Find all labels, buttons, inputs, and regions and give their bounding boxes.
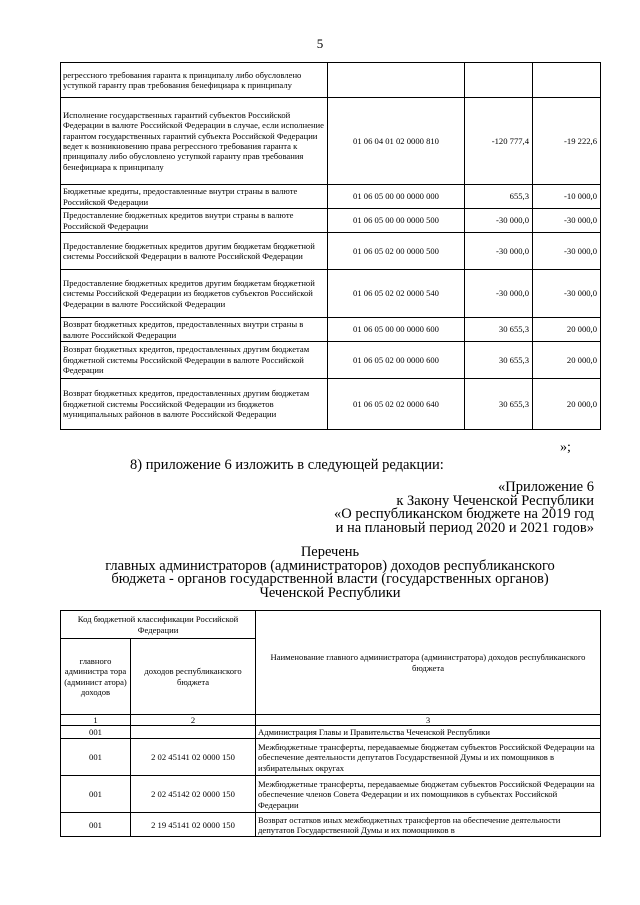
table-row (61, 63, 601, 98)
header-income-code: доходов республиканского бюджета (131, 639, 256, 715)
row-value-1: 30 655,3 (465, 318, 533, 342)
column-number-row (61, 715, 601, 726)
row-name: Исполнение государственных гарантий субъектов Российской Федерации в валюте Российской Федерации в случае, если исполнение гарантом государственных гарантий субъекта Российской Федерации ведет к возникновению права регрессного требования гаранта к принципалу либо обусловлено уступкой гаранту прав требования бенефициара к принципалу (61, 98, 328, 185)
closing-quote-mark: »; (560, 440, 571, 455)
table-row (61, 813, 601, 837)
administrator-name: Возврат остатков иных межбюджетных трансфертов на обеспечение деятельности депутатов Государственной Думы и их помощников в (256, 813, 601, 837)
table-row (61, 739, 601, 776)
row-value-1: -30 000,0 (465, 209, 533, 233)
row-value-2: -30 000,0 (533, 233, 601, 270)
row-name: Предоставление бюджетных кредитов другим бюджетам бюджетной системы Российской Федерации из бюджетов субъектов Российской Федерации в валюте Российской Федерации (61, 270, 328, 318)
row-code: 01 06 04 01 02 0000 810 (328, 98, 465, 185)
table-row (61, 233, 601, 270)
income-code (131, 726, 256, 739)
table-row (61, 318, 601, 342)
appendix-line-2: к Закону Чеченской Республики (396, 492, 594, 509)
row-value-2: -19 222,6 (533, 98, 601, 185)
row-value-2: -10 000,0 (533, 185, 601, 209)
row-name: Возврат бюджетных кредитов, предоставленных другим бюджетам бюджетной системы Российской Федерации в валюте Российской Федерации (61, 342, 328, 379)
administrator-name: Администрация Главы и Правительства Чеченской Республики (256, 726, 601, 739)
table-row (61, 270, 601, 318)
row-code (328, 63, 465, 98)
row-name: Предоставление бюджетных кредитов другим бюджетам бюджетной системы Российской Федерации в валюте Российской Федерации (61, 233, 328, 270)
row-value-2 (533, 63, 601, 98)
administrators-table (60, 610, 601, 837)
column-number-3: 3 (256, 715, 601, 726)
row-code: 01 06 05 00 00 0000 500 (328, 209, 465, 233)
row-code: 01 06 05 02 02 0000 540 (328, 270, 465, 318)
header-administrator-name: Наименование главного администратора (администратора) доходов республиканского бюджета (256, 611, 601, 715)
row-value-1: 655,3 (465, 185, 533, 209)
amendment-item-8: 8) приложение 6 изложить в следующей редакции: (130, 457, 444, 473)
title-line-4: Чеченской Республики (259, 584, 401, 601)
title-line-3: бюджета - органов государственной власти (государственных органов) (111, 571, 549, 587)
row-code: 01 06 05 00 00 0000 000 (328, 185, 465, 209)
table-row (61, 185, 601, 209)
administrator-name: Межбюджетные трансферты, передаваемые бюджетам субъектов Российской Федерации на обеспечение членов Совета Федерации и их помощников в субъектах Российской Федерации (256, 776, 601, 813)
row-code: 01 06 05 02 02 0000 640 (328, 379, 465, 430)
table-row (61, 776, 601, 813)
admin-code: 001 (61, 739, 131, 776)
income-code: 2 02 45142 02 0000 150 (131, 776, 256, 813)
row-name: Предоставление бюджетных кредитов внутри страны в валюте Российской Федерации (61, 209, 328, 233)
administrator-name: Межбюджетные трансферты, передаваемые бюджетам субъектов Российской Федерации на обеспечение деятельности депутатов Государственной Думы и их помощников в избирательных округах (256, 739, 601, 776)
header-row (61, 611, 601, 639)
table-row (61, 98, 601, 185)
row-value-2: 20 000,0 (533, 379, 601, 430)
row-name: Бюджетные кредиты, предоставленные внутри страны в валюте Российской Федерации (61, 185, 328, 209)
header-admin-code: главного администра тора (админист атора) доходов (61, 639, 131, 715)
table-row (61, 726, 601, 739)
row-value-1: -30 000,0 (465, 233, 533, 270)
row-name: Возврат бюджетных кредитов, предоставленных внутри страны в валюте Российской Федерации (61, 318, 328, 342)
page-number: 5 (316, 36, 324, 51)
row-name: Возврат бюджетных кредитов, предоставленных другим бюджетам бюджетной системы Российской Федерации из бюджетов муниципальных районов в валюте Российской Федерации (61, 379, 328, 430)
row-value-2: -30 000,0 (533, 270, 601, 318)
title-line-1: Перечень (300, 544, 360, 560)
row-value-2: 20 000,0 (533, 318, 601, 342)
row-code: 01 06 05 00 00 0000 600 (328, 318, 465, 342)
admin-code: 001 (61, 813, 131, 837)
appendix-line-1: «Приложение 6 (498, 479, 594, 495)
row-value-1: -30 000,0 (465, 270, 533, 318)
appendix-heading (334, 481, 594, 535)
appendix-line-3: «О республиканском бюджете на 2019 год (334, 506, 594, 522)
row-code: 01 06 05 02 00 0000 600 (328, 342, 465, 379)
income-code: 2 02 45141 02 0000 150 (131, 739, 256, 776)
sources-financing-table (60, 62, 601, 430)
row-value-2: 20 000,0 (533, 342, 601, 379)
title-line-2: главных администраторов (администраторов) доходов республиканского (105, 557, 555, 574)
column-number-1: 1 (61, 715, 131, 726)
table-row (61, 379, 601, 430)
table-row (61, 342, 601, 379)
row-value-1 (465, 63, 533, 98)
appendix-line-4: и на плановый период 2020 и 2021 годов» (335, 519, 594, 536)
list-title (60, 546, 600, 600)
table-row (61, 209, 601, 233)
row-name: регрессного требования гаранта к принципалу либо обусловлено уступкой гаранту прав требования бенефициара к принципалу (61, 63, 328, 98)
row-value-1: 30 655,3 (465, 342, 533, 379)
income-code: 2 19 45141 02 0000 150 (131, 813, 256, 837)
column-number-2: 2 (131, 715, 256, 726)
header-classification-code: Код бюджетной классификации Российской Федерации (61, 611, 256, 639)
row-value-1: -120 777,4 (465, 98, 533, 185)
admin-code: 001 (61, 776, 131, 813)
admin-code: 001 (61, 726, 131, 739)
row-value-2: -30 000,0 (533, 209, 601, 233)
row-value-1: 30 655,3 (465, 379, 533, 430)
row-code: 01 06 05 02 00 0000 500 (328, 233, 465, 270)
